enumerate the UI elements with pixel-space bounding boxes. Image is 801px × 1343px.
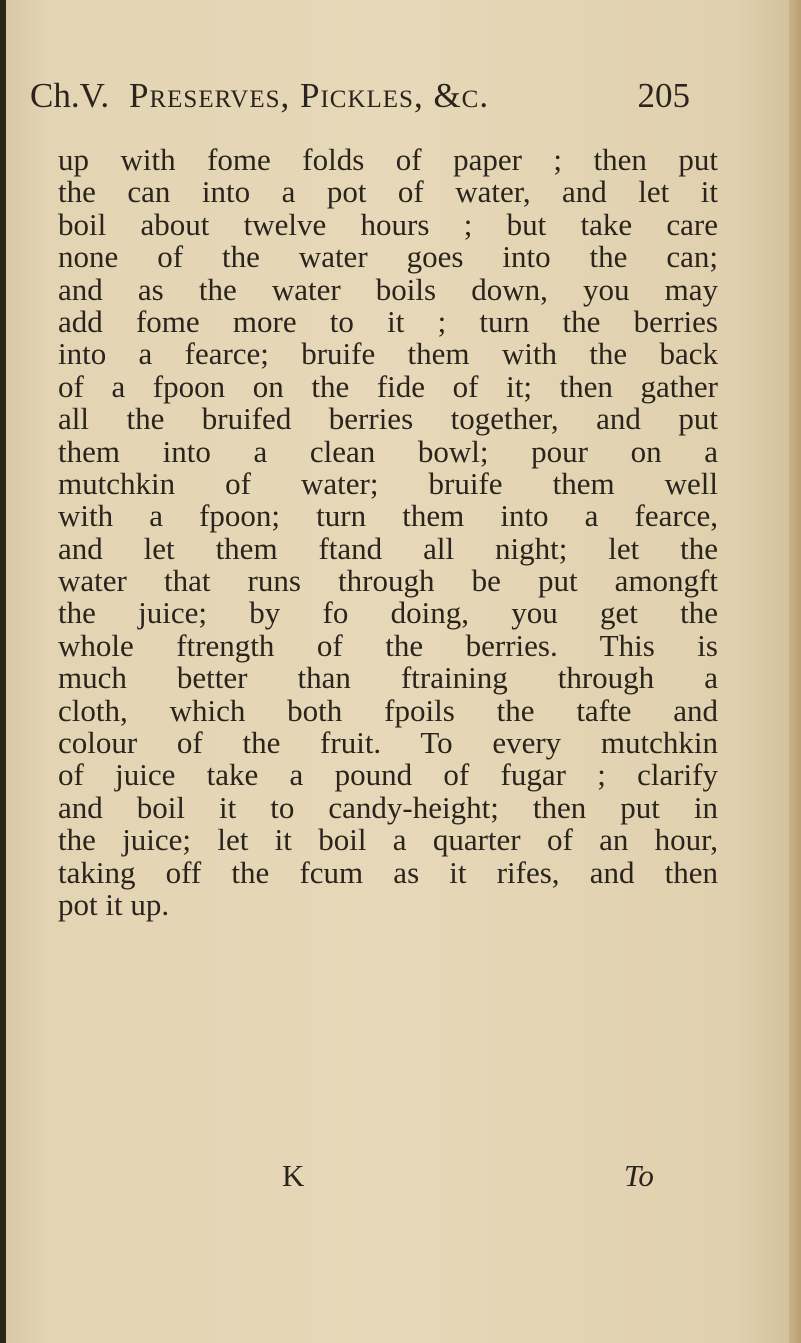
text-line: of juice take a pound of fugar ; clarify — [58, 757, 718, 793]
text-line: and as the water boils down, you may — [58, 271, 718, 307]
page-footer — [0, 1158, 801, 1198]
body-text — [58, 144, 718, 921]
page-gutter-shadow — [0, 0, 6, 1343]
running-title: Preserves, Pickles, &c. — [129, 76, 490, 115]
text-line: of a fpoon on the fide of it; then gather — [58, 368, 718, 404]
text-line: whole ftrength of the berries. This is — [58, 627, 718, 663]
text-line: and let them ftand all night; let the — [58, 530, 718, 566]
text-line: the can into a pot of water, and let it — [58, 174, 718, 210]
text-line: colour of the fruit. To every mutchkin — [58, 725, 718, 761]
text-line: add fome more to it ; turn the berries — [58, 303, 718, 339]
text-line: them into a clean bowl; pour on a — [58, 433, 718, 469]
text-line: mutchkin of water; bruife them well — [58, 465, 718, 501]
text-line: water that runs through be put amongft — [58, 563, 718, 599]
text-line: cloth, which both fpoils the tafte and — [58, 692, 718, 728]
running-header — [30, 76, 690, 126]
text-line: much better than ftraining through a — [58, 660, 718, 696]
text-line: boil about twelve hours ; but take care — [58, 206, 718, 242]
page-edge — [789, 0, 801, 1343]
text-line: into a fearce; bruife them with the back — [58, 336, 718, 372]
text-line: pot it up. — [58, 886, 170, 922]
text-line: the juice; by fo doing, you get the — [58, 595, 718, 631]
page-number: 205 — [637, 76, 690, 115]
text-line: all the bruifed berries together, and put — [58, 401, 718, 437]
text-line: and boil it to candy-height; then put in — [58, 789, 718, 825]
chapter-label: Ch.V. — [30, 76, 110, 115]
signature-mark: K — [282, 1158, 305, 1193]
text-line: none of the water goes into the can; — [58, 239, 718, 275]
text-line: taking off the fcum as it rifes, and then — [58, 854, 718, 890]
text-line: with a fpoon; turn them into a fearce, — [58, 498, 718, 534]
text-line: up with fome folds of paper ; then put — [58, 142, 718, 177]
text-line: the juice; let it boil a quarter of an hour, — [58, 822, 718, 858]
catchword: To — [624, 1158, 654, 1193]
